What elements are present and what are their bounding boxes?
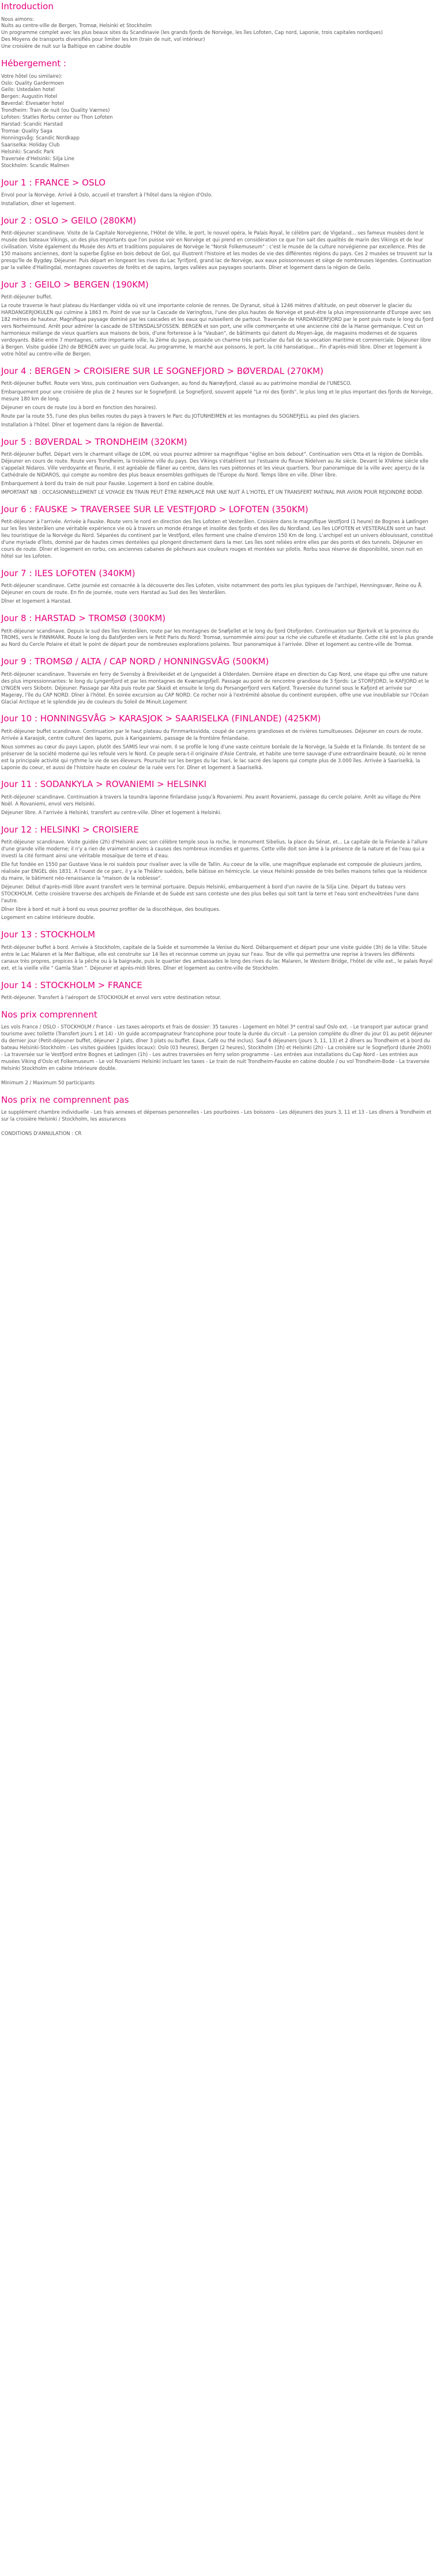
day-paragraph: Petit-déjeuner scandinave. Depuis le sud des îles Vesterålen, route par les montagnes de Snøfjellet et le long du fjord Otofjorden. Continuation sur Bjerkvik et la province du TROMS, vers le FINNMARK. Route le long du Balsfjorden vers le Petit Paris du Nord: Tromsø, surnommée ainsi pour sa riche vie culturelle et étudiante. Cette cité est la plus grande au Nord du Cercle Polaire et était le point de départ pour de nombreuses explorations polaires. Tour panoramique à l'arrivée. Dîner et logement au centre-ville de Tromsø. <box>1 627 434 648</box>
day-paragraph: Dîner et logement à Harstad. <box>1 598 72 604</box>
conditions-annulation: CONDITIONS D'ANNULATION : CR <box>1 1130 82 1137</box>
hotel-line: Tromsø: Quality Saga <box>1 127 52 134</box>
day-paragraph: Route par la route 55, l'une des plus belles routes du pays à travers le Parc du JOTUNHEIMEN et les montagnes du SOGNEFJELL au pied des glaciers. <box>1 413 361 419</box>
day-paragraph: Petit-déjeuner buffet. Départ vers le charmant village de LOM, où vous pourrez admirer sa magnifique "église en bois debout". Continuation vers Otta et la région de Dombås. Déjeuner en cours de route. Route vers Trondheim, la troisième ville du pays. Des Vikings s'établirent sur l'estuaire du fleuve Nidelven au Xe siècle. Devant le XIVème siècle elle s'appelait Nidaros. Ville verdoyante et fleurie, il est agréable de flâner au centre, dans les rues piétonnes et les vieux quartiers. Tour panoramique de la ville avec aperçu de la Cathédrale de NIDAROS, qui compte au nombre des plus beaux ensembles gothiques de l'Europe du Nord. Temps libre en ville. Dîner libre. <box>1 451 429 478</box>
prix-ne-comprend-section <box>1 1095 434 1137</box>
day-paragraph: Déjeuner libre. A l'arrivée à Helsinki, transfert au centre-ville. Dîner et logement à Helsinki. <box>1 809 222 815</box>
day-paragraph: Petit-déjeuner buffet scandinave. Continuation par le haut plateau du Finnmarksvidda, coupé de canyons grandioses et de rivières tumultueuses. Déjeuner en cours de route. Arrivée à Karasjok, centre culturel des lapons, puis à Karigasniemi, passage de la frontière finlandaise. <box>1 728 423 741</box>
day-title: Jour 14 : STOCKHOLM > FRANCE <box>1 979 142 990</box>
prix-comprend-section <box>1 1009 434 1087</box>
day-paragraph: Logement en cabine intérieure double. <box>1 914 95 921</box>
day-6-section <box>1 504 434 560</box>
day-paragraph: Embarquement à bord du train de nuit pour Fauske. Logement à bord en cabine double. <box>1 480 214 486</box>
prix-ne-comprend-text: Le supplément chambre individuelle - Les frais annexes et dépenses personnelles - Les pourboires - Les boissons - Les déjeuners des jours 3, 11 et 13 - Les dîners à Trondheim et sur la croisière Helsinki / Stockholm, les assurances <box>1 1109 432 1122</box>
day-paragraph: Petit-déjeuner buffet à bord. Arrivée à Stockholm, capitale de la Suède et surnommée la Venise du Nord. Débarquement et départ pour une visite guidée (3h) de la Ville: Située entre le Lac Malaren et la Mer Baltique, elle est construite sur 14 îles et reconnue comme un joyau sur l'eau. Tour de ville qui permettra une reprise à travers les différents canaux très propres, propices à la pêche ou à la baignade, puis le quartier des ambassades le long des rives du lac Malaren, le Western Bridge, l'hôtel de ville ext., le palais Royal ext. et la vieille ville " Gamla Stan ". Déjeuner et après-midi libres. Dîner et logement au centre-ville de Stockholm. <box>1 944 433 971</box>
day-title: Jour 7 : ILES LOFOTEN (340KM) <box>1 568 135 578</box>
day-12-section <box>1 824 434 922</box>
day-title: Jour 12 : HELSINKI > CROISIERE <box>1 824 139 835</box>
prix-ne-comprend-title: Nos prix ne comprennent pas <box>1 1094 129 1105</box>
day-paragraph: Installation, dîner et logement. <box>1 200 76 206</box>
day-paragraph: Envol pour la Norvège. Arrivé à Oslo, accueil et transfert à l'hôtel dans la région d'Oslo. <box>1 192 213 198</box>
day-2-section <box>1 215 434 271</box>
day-title: Jour 9 : TROMSØ / ALTA / CAP NORD / HONNINGSVÅG (500KM) <box>1 656 269 667</box>
day-paragraph: Petit-déjeuner scandinave. Continuation à travers la toundra laponne finlandaise jusqu'à Rovaniemi. Peu avant Rovaniemi, passage du cercle polaire. Arrêt au village du Père Noël. A Rovaniemi, envol vers Helsinki. <box>1 793 421 807</box>
day-14-section <box>1 980 434 1001</box>
hotel-line: Helsinki: Scandic Park <box>1 148 54 154</box>
day-paragraph: Petit-déjeuner scandinave. Visite de la Capitale Norvégienne, l'Hôtel de Ville, le port, le nouvel opéra, le Palais Royal, le célèbre parc de Vigeland... ses fameux musées dont le musée des bateaux Vikings, un des plus importants que l'on puisse voir en Norvège et qui prend en considération ce que l'on sait des qualités de marin des Vikings et de leur civilisation. Visite également du Musée des Arts et traditions populaires de Norvège le "Norsk Folkemuseum" : c'est le musée de la culture norvégienne par excellence. Près de 150 maisons anciennes, dont la superbe Église en bois debout de Gol, qui illustrent l'histoire et les modes de vie des différentes régions du pays. Ces 2 musées se trouvent sur la presqu'île de Bygdøy. Déjeuner. Puis départ en longeant les rives du Lac Tyrifjord, grand lac de Norvège, aux eaux poissonneuses et siège de nombreuses légendes. Continuation par la vallée d'Hallingdal, montagnes couvertes de forêts et de sapins, larges vallées aux paysages souriants. Dîner et logement dans la région de Geilo. <box>1 230 432 270</box>
day-13-section <box>1 929 434 971</box>
day-3-section <box>1 279 434 358</box>
day-9-section <box>1 656 434 705</box>
intro-line: Une croisière de nuit sur la Baltique en cabine double <box>1 43 131 50</box>
hotel-line: Honningsvåg: Scandic Nordkapp <box>1 134 80 141</box>
day-paragraph: Embarquement pour une croisière de plus de 2 heures sur le Sognefjord. Le Sognefjord, souvent appelé "Le roi des fjords", le plus long et le plus important des fjords de Norvège, mesure 180 km de long. <box>1 389 433 402</box>
day-paragraph: Nous sommes au cœur du pays Lapon, plutôt des SAMIS leur vrai nom. Il se profile le long d'une vaste ceinture boréale de la Norvège, la Suède et la Finlande. Ils tentent de se préserver de la société moderne qui les refoule vers le Nord. Ce peuple sera-t-il originaire d'Asie Centrale, et habite une terre sauvage d'une extraordinaire beauté, où le renne est la principale activité qui rythme la vie de ses éleveurs. Poursuite sur les berges du lac Inari, le lac sacré des lapons qui compte plus de 3.000 îles. Arrivée à Saariselkä, la Laponie du coeur, et aussi de l'histoire haute en couleur de la ruée vers l'or. Dîner et logement à Saariselkä. <box>1 743 427 770</box>
participants-text: Minimum 2 / Maximum 50 participants <box>1 1079 95 1085</box>
day-title: Jour 2 : OSLO > GEILO (280KM) <box>1 215 137 226</box>
day-title: Jour 6 : FAUSKE > TRAVERSEE SUR LE VESTFJORD > LOFOTEN (350KM) <box>1 504 308 515</box>
day-paragraph: Petit-déjeuner scandinave. Traversée en ferry de Svensby à Breivikeidet et de Lyngseidet à Olderdalen. Dernière étape en direction du Cap Nord, une étape qui offre une nature des plus impressionnantes: le long du Lyngenfjord et par les montagnes de Kvænangsfjell. Passage au point de rencontre grandiose de 3 fjords: Le STORFJORD, le KAFJORD et le LYNGEN vers Skibotn. Déjeuner. Passage par Alta puis route par Skaidi et ensuite le long du Porsangerfjord vers Kafjord. Traversée du tunnel sous le Kafjord et arrivée sur Magerøy, l'île du CAP NORD. Dîner à l'hôtel. En soirée excursion au CAP NORD. Ce rocher noir à l'extrémité absolue du continent européen, offre une vue inoubliable sur l'Océan Glacial Arctique et le splendide jeu de couleurs du Soleil de Minuit.Logement <box>1 671 430 705</box>
day-10-section <box>1 713 434 771</box>
day-paragraph: Elle fut fondée en 1550 par Gustave Vasa le roi suédois pour rivaliser avec la ville de Tallin. Au coeur de la ville, une magnifique esplanade est composée de plusieurs jardins, réalisée par ENGEL dès 1831. A l'ouest de ce parc, il y a le Théâtre suédois, belle bâtisse en hémicycle. Le vieux Helsinki possède de très belles maisons telles que la résidence du maire, le bâtiment néo-renaissance la "maison de la noblesse". <box>1 861 427 881</box>
hebergement-title: Hébergement : <box>1 58 66 69</box>
day-paragraph: Petit-déjeuner scandinave. Cette journée est consacrée à la découverte des îles Lofoten, visite notamment des ports les plus typiques de l'archipel, Henningsvær, Reine ou Å. Déjeuner en cours de route. En fin de journée, route vers Harstad au Sud des îles Vesterålen. <box>1 582 423 596</box>
hotel-line: Traversée d'Helsinki: Silja Line <box>1 155 74 161</box>
day-title: Jour 4 : BERGEN > CROISIERE SUR LE SOGNEFJORD > BØVERDAL (270KM) <box>1 365 323 376</box>
hotel-line: Trondheim: Train de nuit (ou Quality Værnes) <box>1 107 110 114</box>
day-title: Jour 3 : GEILO > BERGEN (190KM) <box>1 279 149 290</box>
day-5-section <box>1 437 434 496</box>
prix-comprend-text: Les vols France / OSLO - STOCKHOLM / France - Les taxes aéroports et frais de dossier: 35 taxures - Logement en hôtel 3* central sauf Oslo ext. - Le transport par autocar grand tourisme avec toilette (Transfert jours 1 et 14) - Un guide accompagnateur francophone pour toute la durée du circuit - La pension complète du dîner du jour 01 au petit déjeuner du dernier jour (Petit-déjeuner buffet, déjeuner 2 plats, dîner 3 plats ou buffet. Eaux, Café ou thé inclus). Sauf 6 déjeuners (jours 3, 11, 13) et 2 dîners au Trondheim et à bord du bateau Helsinki-Stockholm - Les visites guidées (guides locaux): Oslo (03 heures), Bergen (2 heures), Stockholm (3h) et Helsinki (2h) - La croisière sur le Sognefjord (durée 2h00) - La traversée sur le Vestfjord entre Bognes et Lødingen (1h) - Les autres traversées en ferry selon programme - Les entrées aux installations du Cap Nord - Les entrées aux musées Viking d'Oslo et Folkemuseum - Le vol Rovaniemi Helsinki incluant les taxes - Le train de nuit Trondheim-Fauske en cabine double / ou vol Trondheim-Bodø - La traversée Helsinki Stockholm en cabine intérieure double. <box>1 1024 432 1071</box>
hotel-line: Oslo: Quality Gardermoen <box>1 80 64 86</box>
day-paragraph: Petit-déjeuner buffet. <box>1 294 53 300</box>
day-paragraph: Dîner libre à bord et nuit à bord ou vous pourrez profiter de la discothèque, des boutiques. <box>1 906 221 912</box>
intro-title: Introduction <box>1 1 54 12</box>
day-paragraph: Déjeuner. Début d'après-midi libre avant transfert vers le terminal portuaire. Depuis Helsinki, embarquement à bord d'un navire de la Silja Line. Départ du bateau vers STOCKHOLM. Cette croisière traverse des archipels de Finlande et de Suède est sans conteste une des plus belles qui soit tant la terre et l'eau sont enchevêtrées l'une dans l'autre. <box>1 883 419 903</box>
day-title: Jour 11 : SODANKYLA > ROVANIEMI > HELSINKI <box>1 779 207 790</box>
day-title: Jour 10 : HONNINGSVÅG > KARASJOK > SAARISELKA (FINLANDE) (425KM) <box>1 713 321 724</box>
hotel-line: Lofoten: Statles Rorbu center ou Thon Lofoten <box>1 114 113 120</box>
day-paragraph: La route traverse le haut plateau du Hardanger vidda où vit une importante colonie de rennes. De Dyranut, situé à 1246 mètres d'altitude, on peut observer le glacier du HARDANGERJOKULEN qui culmine à 1863 m. Point de vue sur la Cascade de Vøringfoss, l'une des plus hautes de Norvège et peut-être la plus impressionnante d'Europe avec ses 182 mètres de hauteur. Magnifique paysage dominé par les cascades et les eaux qui ruissellent de partout. Traversée de HARDANGERFJORD par le pont puis route le long du fjord vers Norheimsund. Arrêt pour admirer la cascade de STEINSDALSFOSSEN. BERGEN et son port, une ville commerçante et une ancienne cité de la Hanse germanique. C'est un harmonieux mélange de vieux quartiers aux maisons de bois, d'une forteresse à la "Vauban", de bâtiments qui datent du Moyen-âge, de magasins modernes et de squares verdoyants. Bâtie entre 7 montagnes, cette importante ville, la 2ème du pays, possède un charme très particulier du fait de sa vocation maritime et commerciale. Déjeuner libre à Bergen. Visite guidée (2h) de BERGEN avec un guide local. Au programme, le marché aux poissons, le port, la cité hanséatique... Fin d'après-midi libre. Dîner et logement à votre hôtel au centre-ville de Bergen. <box>1 302 434 357</box>
hotel-line: Saariselka: Holiday Club <box>1 141 60 147</box>
day-title: Jour 5 : BØVERDAL > TRONDHEIM (320KM) <box>1 436 187 447</box>
hebergement-section <box>1 58 434 169</box>
day-paragraph: Petit-déjeuner scandinave. Visite guidée (2h) d'Helsinki avec son célèbre temple sous la roche, le monument Sibelius, la place du Sénat, et... La capitale de la Finlande à l'allure d'une grande ville moderne; il n'y a rien de vraiment anciens à causes des nombreux incendies et guerres. Cette ville doit son âme à la présence de la nature et de l'eau qui a investi la cité formant ainsi une véritable mosaïque de terre et d'eau. <box>1 839 428 859</box>
day-paragraph: Petit-déjeuner buffet. Route vers Voss, puis continuation vers Gudvangen, au fond du Nærøyfjord, classé au au patrimoine mondial de l'UNESCO. <box>1 380 352 387</box>
hotel-line: Votre hôtel (ou similaire): <box>1 73 63 79</box>
day-title: Jour 13 : STOCKHOLM <box>1 929 95 940</box>
intro-section <box>1 1 434 50</box>
hotel-line: Harstad: Scandic Harstad <box>1 121 63 127</box>
prix-comprend-title: Nos prix comprennent <box>1 1009 97 1020</box>
day-8-section <box>1 613 434 648</box>
day-4-section <box>1 366 434 429</box>
hotel-line: Geilo: Ustedalen hotel <box>1 86 55 93</box>
day-1-section <box>1 177 434 207</box>
day-title: Jour 1 : FRANCE > OSLO <box>1 177 106 188</box>
itinerary-page <box>0 0 437 1151</box>
day-11-section <box>1 779 434 816</box>
intro-line: Un programme complet avec les plus beaux sites du Scandinavie (les grands fjords de Norvège, les îles Lofoten, Cap nord, Laponie, trois capitales nordiques) <box>1 29 383 36</box>
day-paragraph: Petit-déjeuner à l'arrivée. Arrivée à Fauske. Route vers le nord en direction des îles Lofoten et Vesterålen. Croisière dans le magnifique Vestfjord (1 heure) de Bognes à Lødingen sur les îles Vesterålen une véritable expérience vie où à travers un monde étrange et insolite des fjords et des îles du Nordland. Les îles LOFOTEN et VESTERALEN sont un haut lieu touristique de la Norvège du Nord. Séparées du continent par le Vestfjord, elles forment une chaîne d'environ 150 Km de long. L'archipel est un univers éblouissant, constitué d'une myriade d'îlots, dominé par de hautes cimes dentelées qui plongent directement dans la mer. Les îles sont reliées entre elles par des ponts et des tunnels. Déjeuner en cours de route. Dîner et logement en rorbu, ces anciennes cabanes de pêcheurs aux couleurs rouges et montées sur pilotis. Rorbu sous réserve de disponibilité, sinon nuit en hôtel sur les Lofoten. <box>1 519 434 559</box>
day-paragraph: IMPORTANT NB : OCCASIONNELLEMENT LE VOYAGE EN TRAIN PEUT ÊTRE REMPLACÉ PAR UNE NUIT À L'HOTEL ET UN TRANSFERT MATINAL PAR AVION POUR REJOINDRE BODØ. <box>1 489 424 495</box>
intro-line: Des Moyens de transports diversifiés pour limiter les km (train de nuit, vol intérieur) <box>1 36 205 43</box>
day-paragraph: Déjeuner en cours de route (ou à bord en fonction des horaires). <box>1 404 157 410</box>
day-paragraph: Installation à l'hôtel. Dîner et logement dans la région de Bøverdal. <box>1 421 164 428</box>
hotel-line: Stockholm: Scandic Malmen <box>1 162 70 168</box>
intro-line: Nous aimons: <box>1 16 34 22</box>
day-7-section <box>1 568 434 605</box>
day-paragraph: Petit-déjeuner. Transfert à l'aéroport de STOCKHOLM et envol vers votre destination retour. <box>1 994 221 1001</box>
hotel-line: Bergen: Augustin Hotel <box>1 93 58 100</box>
day-title: Jour 8 : HARSTAD > TROMSØ (300KM) <box>1 613 166 624</box>
intro-line: Nuits au centre-ville de Bergen, Tromsø, Helsinki et Stockholm <box>1 22 152 29</box>
hotel-line: Bøverdal: Elvesæter hotel <box>1 100 64 107</box>
